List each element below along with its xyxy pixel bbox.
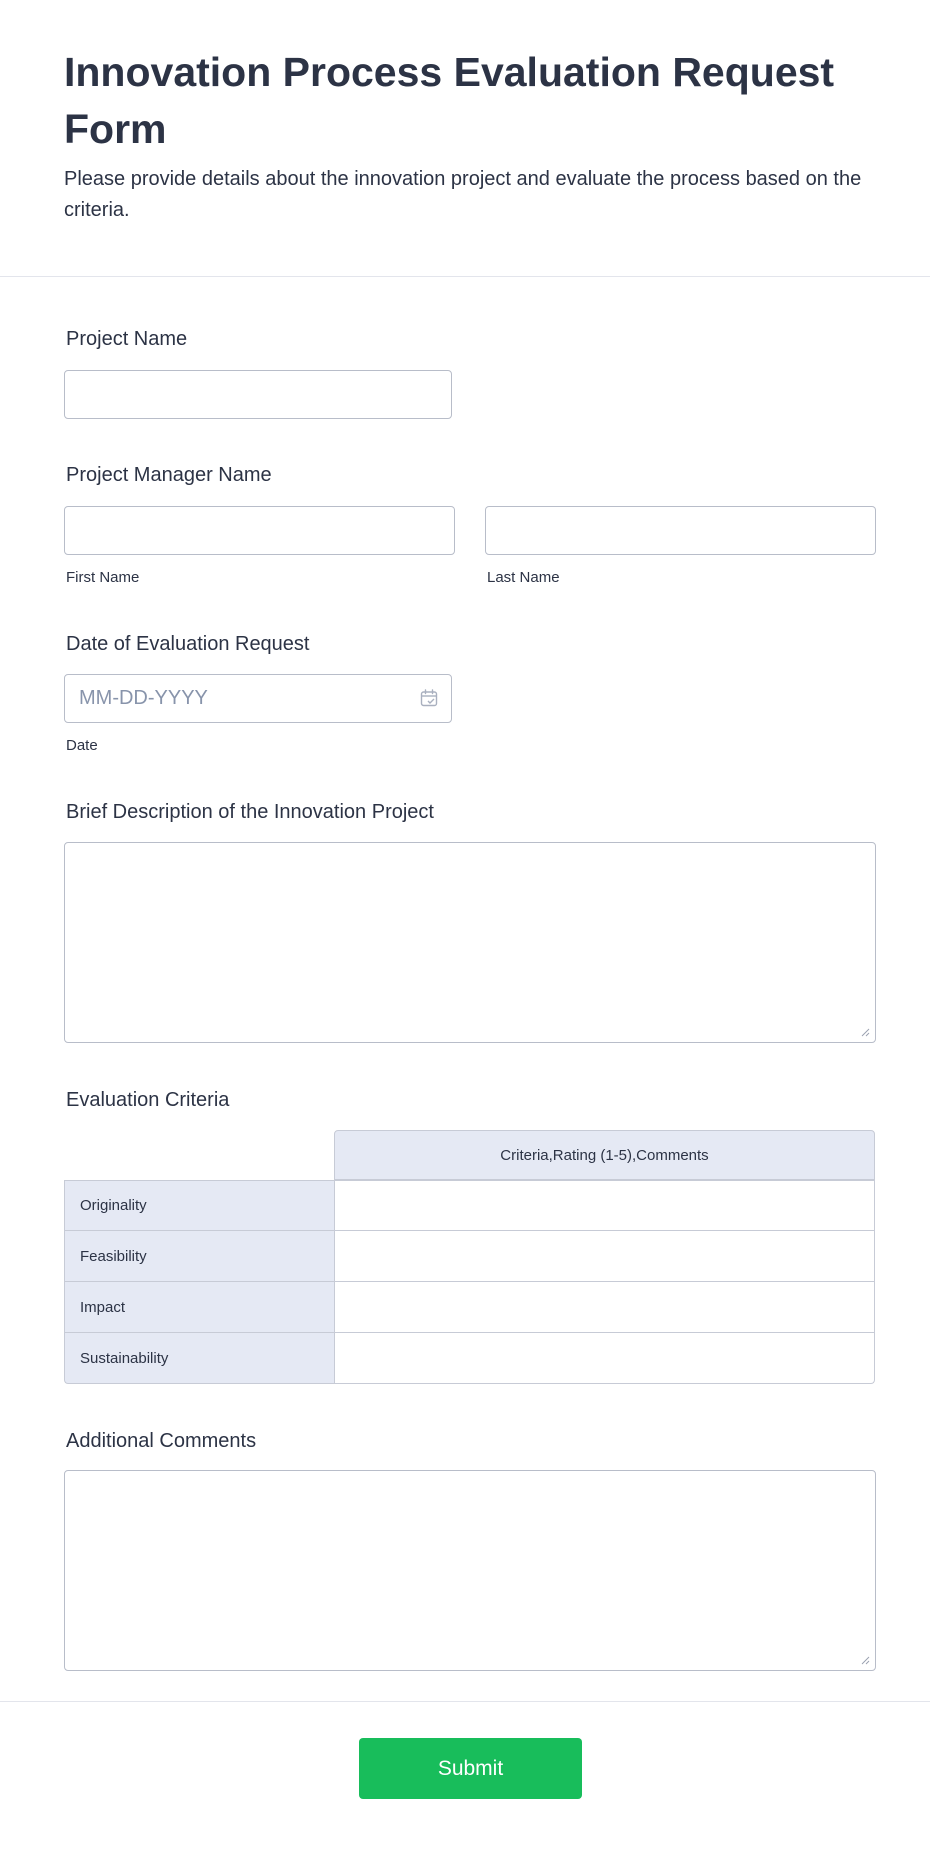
matrix-cell-originality[interactable] (334, 1180, 875, 1231)
last-name-sublabel: Last Name (487, 569, 560, 586)
matrix-row-label: Originality (64, 1180, 334, 1231)
matrix-row (64, 1231, 875, 1282)
matrix-row-label: Sustainability (64, 1333, 334, 1384)
matrix-cell-impact[interactable] (334, 1282, 875, 1333)
page-title: Innovation Process Evaluation Request Form (64, 49, 835, 152)
project-manager-label: Project Manager Name (66, 464, 272, 486)
matrix-row (64, 1180, 875, 1231)
first-name-input[interactable] (64, 506, 455, 555)
last-name-input[interactable] (485, 506, 876, 555)
matrix-row-label: Feasibility (64, 1231, 334, 1282)
page-subtitle: Please provide details about the innovation project and evaluate the process based on the criteria. (64, 168, 862, 221)
date-label: Date of Evaluation Request (66, 633, 310, 655)
additional-comments-textarea[interactable] (64, 1470, 876, 1671)
resize-grip-icon[interactable] (860, 1655, 870, 1665)
form-header (0, 0, 930, 277)
project-name-input[interactable] (64, 370, 452, 419)
description-textarea[interactable] (64, 842, 876, 1043)
description-label: Brief Description of the Innovation Project (66, 801, 434, 823)
resize-grip-icon[interactable] (860, 1027, 870, 1037)
matrix-cell-sustainability[interactable] (334, 1333, 875, 1384)
calendar-icon[interactable] (419, 688, 439, 708)
matrix-row (64, 1282, 875, 1333)
evaluation-matrix (64, 1130, 876, 1383)
matrix-row-label: Impact (64, 1282, 334, 1333)
project-name-label: Project Name (66, 328, 188, 350)
evaluation-criteria-label: Evaluation Criteria (66, 1089, 230, 1111)
matrix-column-header: Criteria,Rating (1-5),Comments (334, 1130, 875, 1180)
additional-comments-label: Additional Comments (66, 1430, 257, 1452)
date-sublabel: Date (66, 737, 98, 754)
first-name-sublabel: First Name (66, 569, 140, 586)
matrix-cell-feasibility[interactable] (334, 1231, 875, 1282)
submit-button[interactable]: Submit (359, 1738, 582, 1799)
matrix-row (64, 1333, 875, 1384)
date-input[interactable] (64, 674, 452, 723)
